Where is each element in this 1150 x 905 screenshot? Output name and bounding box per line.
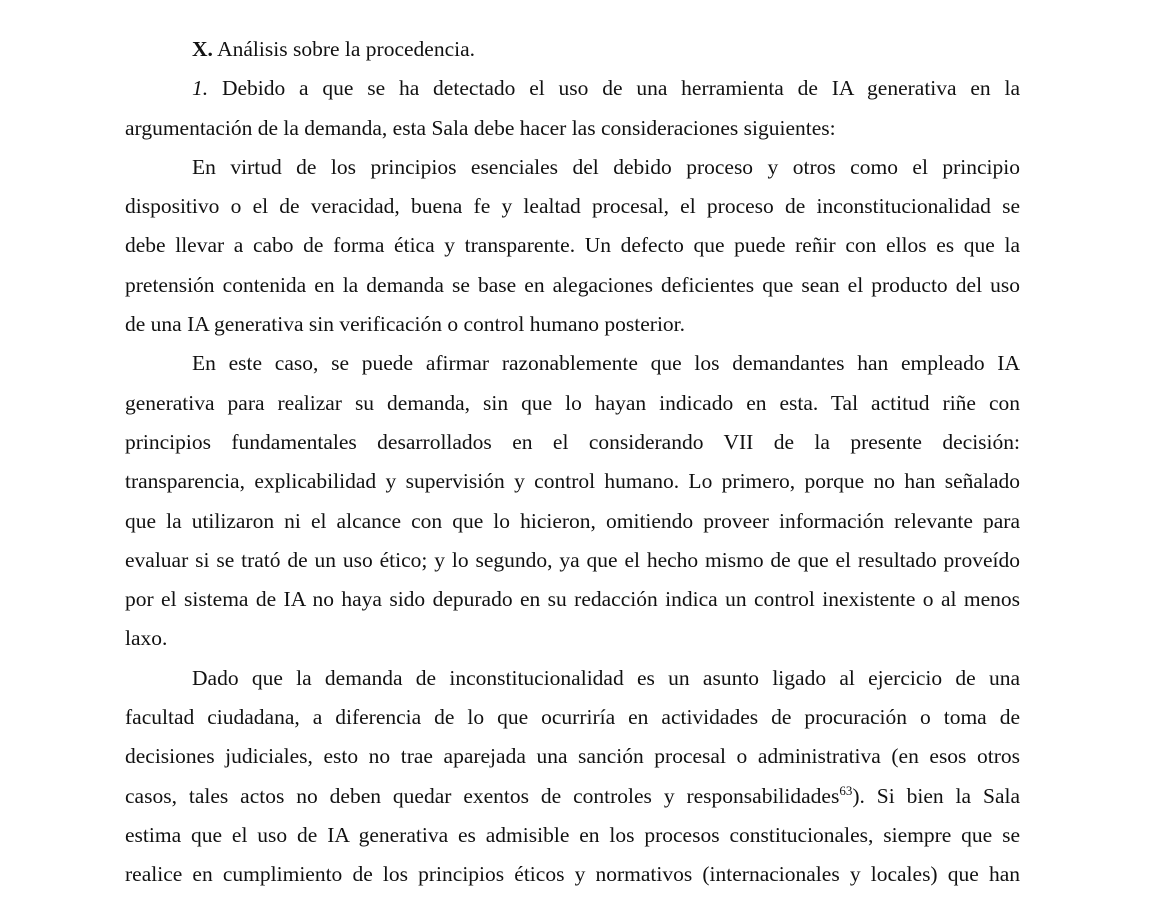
paragraph-2-line-3: principios fundamentales desarrollados en el considerando VII de la presente decisión: <box>125 429 1020 454</box>
paragraph-2-line-2: generativa para realizar su demanda, sin que lo hayan indicado en esta. Tal actitud riñe con <box>125 390 1020 415</box>
paragraph-1-line-3: debe llevar a cabo de forma ética y transparente. Un defecto que puede reñir con ellos es que la <box>125 233 1020 258</box>
paragraph-1-line-1: En virtud de los principios esenciales del debido proceso y otros como el principio <box>192 154 1020 179</box>
paragraph-1-line-2: dispositivo o el de veracidad, buena fe y lealtad procesal, el proceso de inconstitucionalidad se <box>125 194 1020 219</box>
paragraph-3-line-6: realice en cumplimiento de los principios éticos y normativos (internacionales y locales) que han <box>125 862 1020 887</box>
section-heading <box>125 30 1020 69</box>
item-1-line-2: argumentación de la demanda, esta Sala debe hacer las consideraciones siguientes: <box>125 115 836 140</box>
paragraph-2-line-1: En este caso, se puede afirmar razonablemente que los demandantes han empleado IA <box>192 351 1020 376</box>
paragraph-3-line-4 <box>125 777 1020 816</box>
paragraph-2-line-7: por el sistema de IA no haya sido depurado en su redacción indica un control inexistente o al menos <box>125 587 1020 612</box>
footnote-reference[interactable]: 63 <box>839 782 853 798</box>
paragraph-3-line-3: decisiones judiciales, esto no trae aparejada una sanción procesal o administrativa (en esos otros <box>125 744 1020 769</box>
paragraph-2-line-8: laxo. <box>125 626 168 651</box>
paragraph-1-line-4: pretensión contenida en la demanda se base en alegaciones deficientes que sean el producto del uso <box>125 272 1020 297</box>
paragraph-2-line-4: transparencia, explicabilidad y supervisión y control humano. Lo primero, porque no han señalado <box>125 469 1020 494</box>
item-1-line-1 <box>125 69 1020 108</box>
document-page <box>125 30 1020 895</box>
item-1-text: Debido a que se ha detectado el uso de una herramienta de IA generativa en la <box>221 76 1020 101</box>
paragraph-1-line-5: de una IA generativa sin verificación o control humano posterior. <box>125 312 686 337</box>
paragraph-3-line-5: estima que el uso de IA generativa es admisible en los procesos constitucionales, siempre que se <box>125 822 1020 847</box>
paragraph-2-line-5: que la utilizaron ni el alcance con que lo hicieron, omitiendo proveer información relevante para <box>125 508 1020 533</box>
paragraph-2-line-6: evaluar si se trató de un uso ético; y lo segundo, ya que el hecho mismo de que el resultado proveído <box>125 547 1020 572</box>
paragraph-3-line-2: facultad ciudadana, a diferencia de lo que ocurriría en actividades de procuración o toma de <box>125 705 1020 730</box>
paragraph-3-line-4-tail: ). Si bien la Sala <box>852 783 1020 808</box>
paragraph-3-line-4-text: casos, tales actos no deben quedar exentos de controles y responsabilidades <box>125 783 840 808</box>
section-title: Análisis sobre la procedencia. <box>217 37 476 61</box>
section-number: X. <box>192 37 213 61</box>
paragraph-3-line-1: Dado que la demanda de inconstitucionalidad es un asunto ligado al ejercicio de una <box>192 665 1020 690</box>
item-number: 1. <box>192 76 209 101</box>
